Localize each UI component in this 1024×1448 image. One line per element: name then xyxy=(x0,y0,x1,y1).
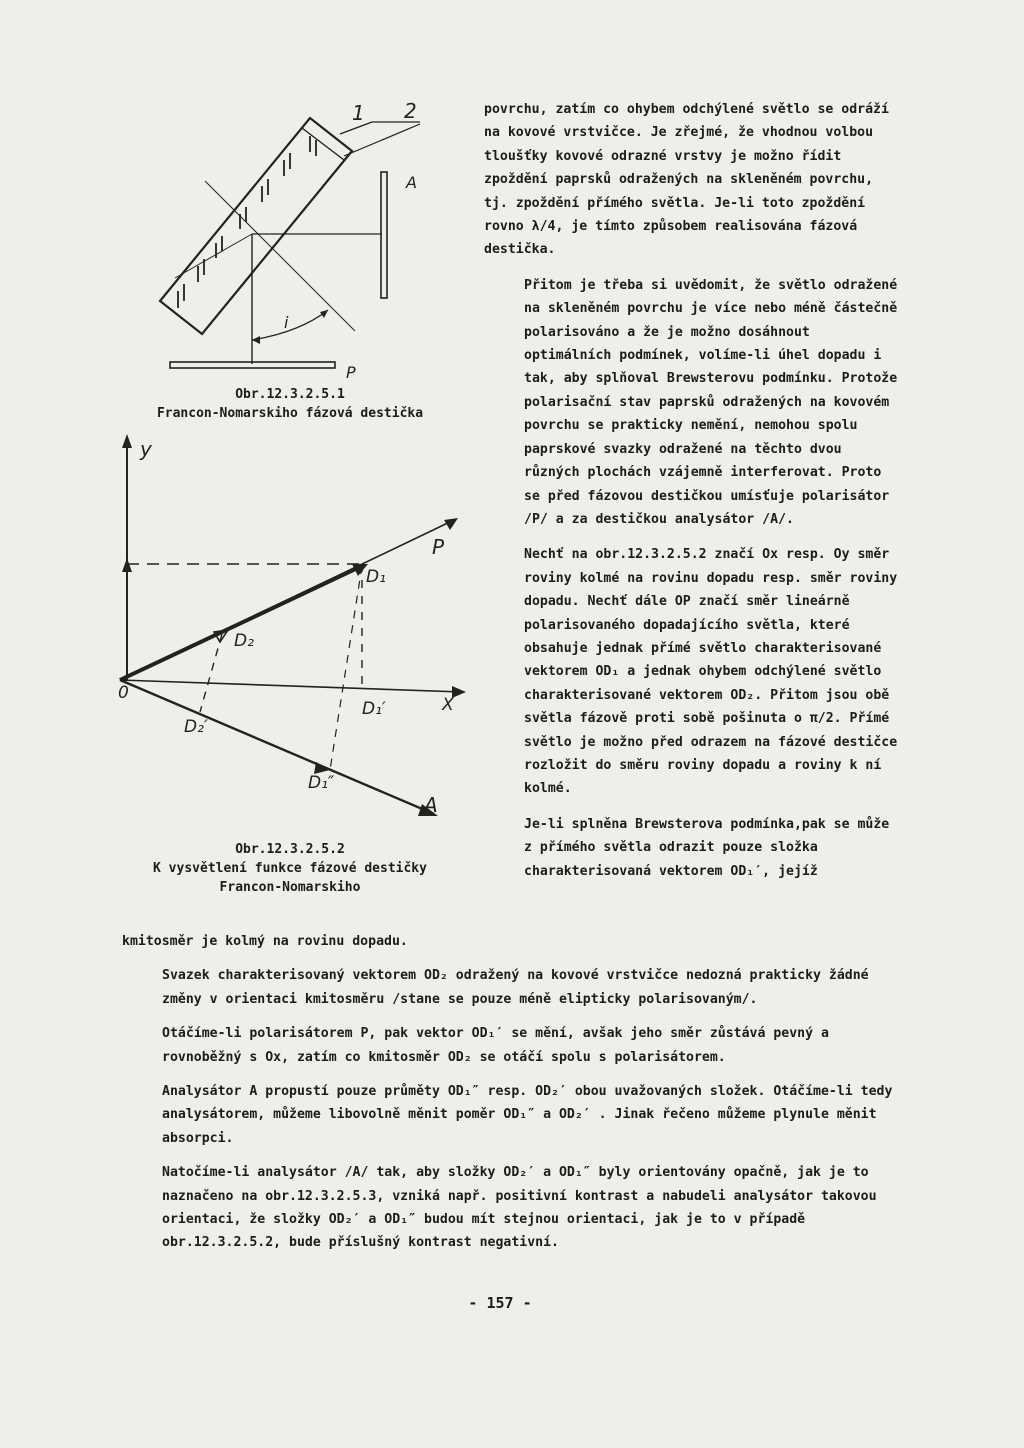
label-a-direction: A xyxy=(424,793,438,817)
figure-2-title-line1: K vysvětlení funkce fázové destičky xyxy=(153,861,427,876)
full-paragraph-3: Otáčíme-li polarisátorem P, pak vektor OD₁′ se mění, avšak jeho směr zůstává pevný a rovnoběžný s Ox, zatím co kmitosměr OD₂ se otáčí spolu s polarisátorem. xyxy=(162,1026,829,1065)
label-analyzer: A xyxy=(406,173,417,192)
right-paragraph-4: Je-li splněna Brewsterova podmínka,pak se může z přímého světla odrazit pouze složka charakterisovaná vektorem OD₁′, jejíž xyxy=(524,816,890,879)
label-one: 1 xyxy=(352,101,365,125)
phase-plate xyxy=(160,118,352,334)
right-paragraph-2: Přitom je třeba si uvědomit, že světlo odražené na skleněném povrchu je více nebo méně částečně polarisováno a že je možno dosáhnout optimálních podmínek, volíme-li úhel dopadu i tak, aby splňoval Brewsterovu podmínku. Protože polarisační stav paprsků odražených na kovovém povrchu se prakticky nemění, nemohou spolu paprskové svazky odražené na těchto dvou různých plochách vzájemně interferovat. Proto se před fázovou destičkou umísťuje polarisátor /P/ a za destičkou analysátor /A/. xyxy=(524,277,898,527)
label-d1: D₁ xyxy=(366,567,386,587)
page-number: - 157 - xyxy=(468,1294,532,1312)
label-angle: i xyxy=(284,313,289,332)
figure-1-title: Francon-Nomarskiho fázová destička xyxy=(156,406,424,421)
figure-2-vector-diagram xyxy=(100,430,470,840)
right-paragraph-1: povrchu, zatím co ohybem odchýlené světlo se odráží na kovové vrstvičce. Je zřejmé, že vhodnou volbou tloušťky kovové odrazné vrstvy je možno řídit zpoždění paprsků odražených na skleněném povrchu, tj. zpoždění přímého světla. Je-li toto zpoždění rovno λ/4, je tímto způsobem realisována fázová destička. xyxy=(484,102,889,258)
analyzer-a xyxy=(381,172,387,298)
figure-2-caption xyxy=(110,840,470,897)
label-d1-prime: D₁′ xyxy=(362,699,386,719)
label-polarizer: P xyxy=(346,363,356,382)
figure-2-number: Obr.12.3.2.5.2 xyxy=(235,842,345,857)
label-d1-double-prime: D₁″ xyxy=(308,773,335,793)
full-paragraph-1: kmitosměr je kolmý na rovinu dopadu. xyxy=(122,934,408,949)
full-paragraph-2: Svazek charakterisovaný vektorem OD₂ odražený na kovové vrstvičce nedozná prakticky žádné změny v orientaci kmitosměru /stane se pouze méně elipticky polarisovaným/. xyxy=(162,968,869,1007)
label-d2: D₂ xyxy=(234,631,254,651)
label-two: 2 xyxy=(404,99,417,123)
figure-1-phase-plate-diagram xyxy=(120,96,460,396)
full-paragraph-5: Natočíme-li analysátor /A/ tak, aby složky OD₂′ a OD₁″ byly orientovány opačně, jak je to naznačeno na obr.12.3.2.5.3, vzniká např. positivní kontrast a nabudeli analysátor takovou orientaci, že složky OD₂′ a OD₁″ budou mít stejnou orientaci, jak je to v případě obr.12.3.2.5.2, bude příslušný kontrast negativní. xyxy=(162,1165,877,1251)
figure-1-number: Obr.12.3.2.5.1 xyxy=(235,387,345,402)
right-column-text xyxy=(484,98,904,895)
label-y-axis: y xyxy=(140,437,152,461)
full-width-text xyxy=(122,930,894,1266)
right-paragraph-3: Nechť na obr.12.3.2.5.2 značí Ox resp. Oy směr roviny kolmé na rovinu dopadu resp. směr roviny dopadu. Nechť dále OP značí směr lineárně polarisovaného dopadajícího světla, které obsahuje jednak přímé světlo charakterisované vektorem OD₁ a jednak ohybem odchýlené světlo charakterisované vektorem OD₂. Přitom jsou obě světla fázově proti sobě pošinuta o π/2. Přímé světlo je možno před odrazem na fázové destičce rozložit do směru roviny dopadu a roviny k ní kolmé. xyxy=(524,547,898,797)
label-p-direction: P xyxy=(432,535,445,559)
figure-2-title-line2: Francon-Nomarskiho xyxy=(219,880,361,895)
full-paragraph-4: Analysátor A propustí pouze průměty OD₁″ resp. OD₂′ obou uvažovaných složek. Otáčíme-li tedy analysátorem, můžeme libovolně měnit poměr OD₁″ a OD₂′ . Jinak řečeno můžeme plynule měnit absorpci. xyxy=(162,1084,893,1146)
figure-1-caption xyxy=(120,385,460,423)
label-d2-prime: D₂′ xyxy=(184,717,208,737)
label-x-axis: X xyxy=(442,695,454,715)
label-origin: 0 xyxy=(118,683,129,703)
